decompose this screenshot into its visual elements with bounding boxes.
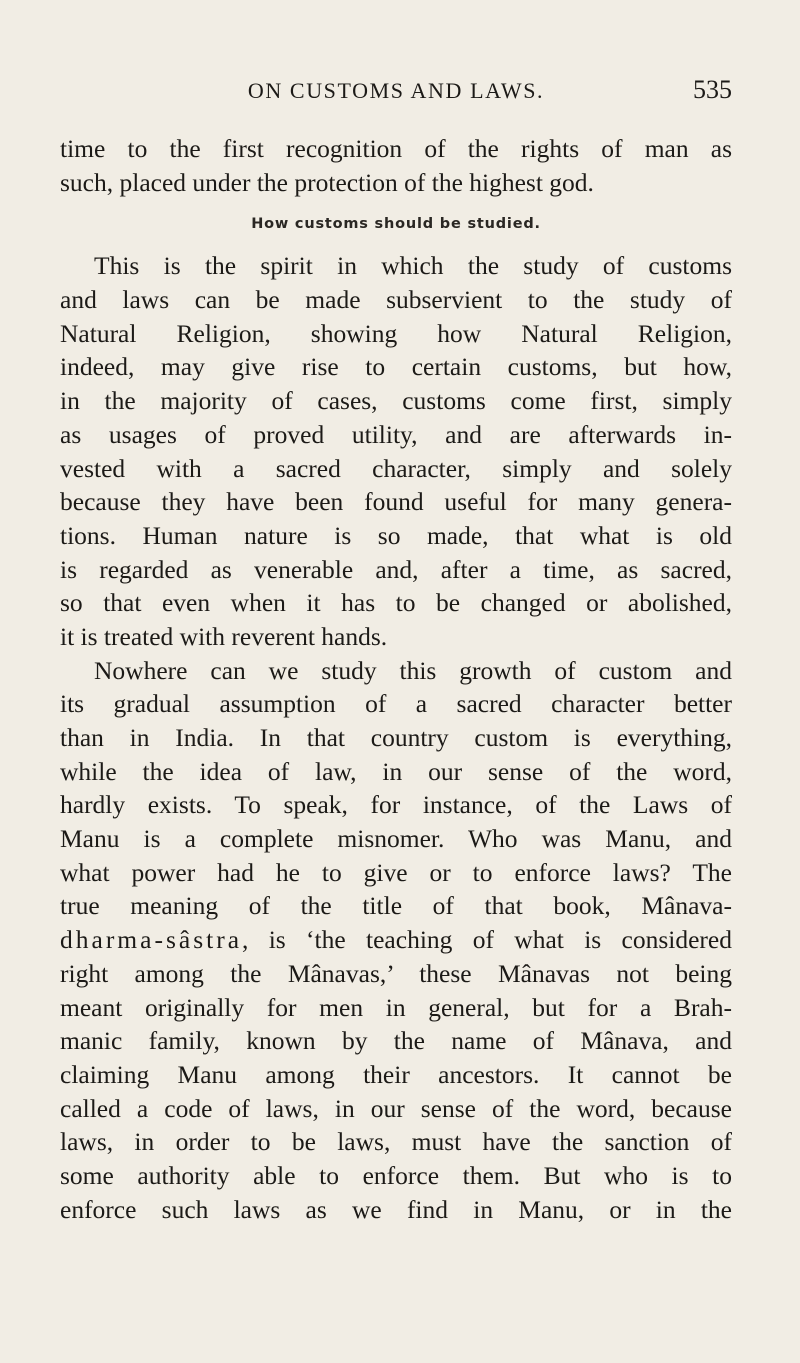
text-line: meant originally for men in general, but for a Brah- — [60, 992, 732, 1022]
text-line-with-spaced-title — [60, 923, 732, 957]
text-line: and laws can be made subservient to the study of — [60, 285, 732, 315]
text-line: time to the first recognition of the rights of man as — [60, 134, 732, 163]
text-line: manic family, known by the name of Mânava, and — [60, 1026, 732, 1056]
page-header — [60, 75, 732, 112]
text-line: is regarded as venerable and, after a time, as sacred, — [60, 554, 732, 584]
text-line: because they have been found useful for many genera- — [60, 487, 732, 517]
text-line: right among the Mânavas,’ these Mânavas not being — [60, 958, 732, 988]
text-line: some authority able to enforce them. But who is to — [60, 1160, 732, 1190]
text-line: vested with a sacred character, simply and solely — [60, 453, 732, 483]
running-title: ON CUSTOMS AND LAWS. — [247, 78, 545, 103]
section-heading: How customs should be studied. — [251, 216, 541, 233]
text-line: indeed, may give rise to certain customs, but how, — [60, 352, 732, 382]
text-line: than in India. In that country custom is everything, — [60, 723, 732, 752]
text-line: its gradual assumption of a sacred character better — [60, 689, 732, 719]
text-line-remainder: , is ‘the teaching of what is considered — [242, 925, 732, 955]
text-line: tions. Human nature is so made, that what is old — [60, 520, 732, 550]
text-line: claiming Manu among their ancestors. It cannot be — [60, 1059, 732, 1089]
book-title-spaced: dharma-sâstra — [60, 925, 243, 955]
text-line: laws, in order to be laws, must have the sanction of — [60, 1127, 732, 1157]
text-line: hardly exists. To speak, for instance, of the Laws of — [60, 790, 732, 820]
text-line: This is the spirit in which the study of customs — [94, 251, 732, 281]
text-line: so that even when it has to be changed or abolished, — [60, 588, 732, 618]
text-line: enforce such laws as we find in Manu, or in the — [60, 1194, 732, 1224]
text-line: Nowhere can we study this growth of custom and — [94, 655, 732, 685]
text-line: Manu is a complete misnomer. Who was Manu, and — [60, 824, 732, 854]
text-line: while the idea of law, in our sense of the word, — [60, 756, 732, 786]
text-line: it is treated with reverent hands. — [60, 621, 388, 651]
page-number: 535 — [693, 75, 732, 104]
text-line: such, placed under the protection of the highest god. — [60, 167, 594, 197]
text-line: Natural Religion, showing how Natural Religion, — [60, 318, 732, 348]
text-line: true meaning of the title of that book, Mânava- — [60, 891, 732, 921]
text-line: what power had he to give or to enforce laws? The — [60, 857, 732, 887]
text-line: called a code of laws, in our sense of the word, because — [60, 1093, 732, 1123]
text-line: in the majority of cases, customs come first, simply — [60, 386, 732, 416]
text-line: as usages of proved utility, and are afterwards in- — [60, 419, 732, 449]
body-text — [60, 132, 732, 1226]
